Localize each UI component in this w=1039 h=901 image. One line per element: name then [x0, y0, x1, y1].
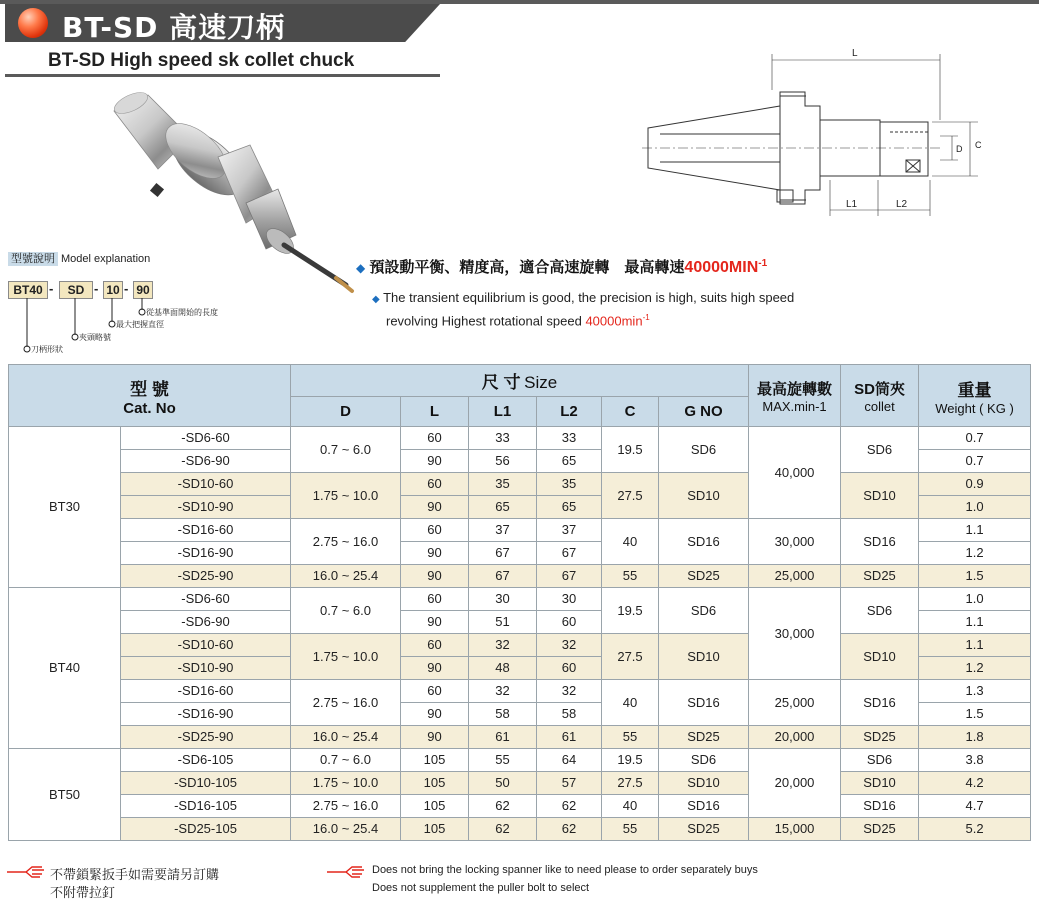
l-cell: 60 — [401, 519, 469, 542]
cat-cell: -SD16-60 — [121, 519, 291, 542]
gno-cell: SD25 — [659, 726, 749, 749]
annotation-collet-code: 夾頭略號 — [79, 333, 111, 342]
max-cell: 40,000 — [749, 427, 841, 519]
l-cell: 90 — [401, 657, 469, 680]
l2-cell: 60 — [537, 611, 602, 634]
weight-cell: 1.8 — [919, 726, 1031, 749]
max-cell: 20,000 — [749, 726, 841, 749]
c-cell: 40 — [602, 519, 659, 565]
gno-cell: SD6 — [659, 427, 749, 473]
c-cell: 55 — [602, 726, 659, 749]
header-col-l1: L1 — [469, 397, 537, 427]
l2-cell: 65 — [537, 450, 602, 473]
feature-zh-speed: 40000MIN — [684, 259, 759, 276]
l2-cell: 35 — [537, 473, 602, 496]
l1-cell: 65 — [469, 496, 537, 519]
header-ball-icon — [18, 8, 48, 38]
l2-cell: 32 — [537, 680, 602, 703]
l2-cell: 30 — [537, 588, 602, 611]
header-col-l2: L2 — [537, 397, 602, 427]
max-cell: 25,000 — [749, 680, 841, 726]
group-cell: BT40 — [9, 588, 121, 749]
footer-zh-line2: 不附帶拉釘 — [50, 885, 116, 900]
annotation-max-diameter: 最大把握直徑 — [116, 320, 164, 329]
group-cell: BT30 — [9, 427, 121, 588]
collet-cell: SD10 — [841, 473, 919, 519]
header-size — [291, 365, 749, 397]
technical-drawing — [640, 40, 1035, 230]
l2-cell: 64 — [537, 749, 602, 772]
l2-cell: 65 — [537, 496, 602, 519]
pointing-hand-icon — [326, 865, 366, 879]
l1-cell: 32 — [469, 680, 537, 703]
l1-cell: 56 — [469, 450, 537, 473]
cat-cell: -SD25-90 — [121, 565, 291, 588]
weight-cell: 1.1 — [919, 611, 1031, 634]
page-subtitle: BT-SD High speed sk collet chuck — [48, 50, 355, 71]
max-cell: 15,000 — [749, 818, 841, 841]
c-cell: 27.5 — [602, 772, 659, 795]
c-cell: 19.5 — [602, 427, 659, 473]
feature-en-line1 — [372, 290, 794, 305]
l-cell: 105 — [401, 818, 469, 841]
l-cell: 60 — [401, 680, 469, 703]
l-cell: 90 — [401, 726, 469, 749]
feature-en-sup: -1 — [642, 313, 650, 322]
gno-cell: SD10 — [659, 634, 749, 680]
l2-cell: 33 — [537, 427, 602, 450]
table-row — [9, 519, 1031, 542]
header-col-gno: G NO — [659, 397, 749, 427]
cat-cell: -SD16-90 — [121, 703, 291, 726]
collet-cell: SD6 — [841, 749, 919, 772]
spec-table — [8, 364, 1031, 841]
pointing-hand-icon — [6, 865, 46, 879]
cat-cell: -SD16-60 — [121, 680, 291, 703]
collet-cell: SD25 — [841, 726, 919, 749]
d-cell: 1.75 ~ 10.0 — [291, 473, 401, 519]
c-cell: 55 — [602, 565, 659, 588]
table-row — [9, 680, 1031, 703]
collet-cell: SD16 — [841, 519, 919, 565]
gno-cell: SD16 — [659, 795, 749, 818]
l1-cell: 61 — [469, 726, 537, 749]
l1-cell: 67 — [469, 542, 537, 565]
cat-cell: -SD25-90 — [121, 726, 291, 749]
header-size-zh: 尺 寸 — [481, 373, 521, 392]
table-row — [9, 795, 1031, 818]
l2-cell: 61 — [537, 726, 602, 749]
header-col-d: D — [291, 397, 401, 427]
c-cell: 27.5 — [602, 473, 659, 519]
weight-cell: 1.0 — [919, 496, 1031, 519]
annotation-length: 從基準面開始的長度 — [146, 308, 218, 317]
max-cell: 30,000 — [749, 588, 841, 680]
l-cell: 105 — [401, 749, 469, 772]
l-cell: 60 — [401, 427, 469, 450]
collet-cell: SD16 — [841, 680, 919, 726]
drawing-label-l1: L1 — [846, 199, 858, 210]
weight-cell: 1.1 — [919, 519, 1031, 542]
weight-cell: 1.1 — [919, 634, 1031, 657]
l2-cell: 67 — [537, 542, 602, 565]
feature-zh-sup: -1 — [758, 258, 768, 269]
cat-cell: -SD16-90 — [121, 542, 291, 565]
collet-cell: SD6 — [841, 588, 919, 634]
collet-cell: SD25 — [841, 565, 919, 588]
table-row — [9, 726, 1031, 749]
l1-cell: 35 — [469, 473, 537, 496]
table-row — [9, 427, 1031, 450]
weight-cell: 1.0 — [919, 588, 1031, 611]
weight-cell: 1.5 — [919, 703, 1031, 726]
drawing-label-d: D — [956, 144, 963, 154]
l1-cell: 30 — [469, 588, 537, 611]
d-cell: 2.75 ~ 16.0 — [291, 519, 401, 565]
model-explanation-en: Model explanation — [61, 253, 151, 265]
table-row — [9, 634, 1031, 657]
feature-en-text1: The transient equilibrium is good, the precision is high, suits high speed — [383, 290, 795, 305]
l1-cell: 55 — [469, 749, 537, 772]
drawing-label-l2: L2 — [896, 199, 908, 210]
header-cat-no — [9, 365, 291, 427]
gno-cell: SD10 — [659, 772, 749, 795]
feature-en-line2 — [386, 313, 650, 328]
c-cell: 19.5 — [602, 588, 659, 634]
gno-cell: SD25 — [659, 565, 749, 588]
feature-en-speed: 40000min — [585, 313, 643, 329]
feature-en-text2: revolving Highest rotational speed — [386, 313, 586, 329]
header-weight-en: Weight ( KG ) — [935, 400, 1014, 416]
d-cell: 16.0 ~ 25.4 — [291, 565, 401, 588]
weight-cell: 5.2 — [919, 818, 1031, 841]
gno-cell: SD6 — [659, 749, 749, 772]
l1-cell: 62 — [469, 795, 537, 818]
l2-cell: 60 — [537, 657, 602, 680]
l1-cell: 33 — [469, 427, 537, 450]
code-dash: - — [94, 281, 99, 296]
code-box-shank: BT40 — [8, 281, 48, 299]
collet-cell: SD10 — [841, 634, 919, 680]
l2-cell: 67 — [537, 565, 602, 588]
gno-cell: SD6 — [659, 588, 749, 634]
subtitle-underline — [5, 74, 440, 77]
l-cell: 105 — [401, 795, 469, 818]
feature-zh — [356, 256, 767, 277]
cat-cell: -SD10-60 — [121, 634, 291, 657]
l-cell: 90 — [401, 450, 469, 473]
gno-cell: SD16 — [659, 519, 749, 565]
group-cell: BT50 — [9, 749, 121, 841]
l-cell: 90 — [401, 611, 469, 634]
weight-cell: 0.7 — [919, 427, 1031, 450]
page-title: BT-SD 高速刀柄 — [62, 11, 286, 44]
cat-cell: -SD6-105 — [121, 749, 291, 772]
l1-cell: 32 — [469, 634, 537, 657]
header-collet-zh: SD筒夾 — [854, 380, 905, 398]
header-max-speed — [749, 365, 841, 427]
c-cell: 27.5 — [602, 634, 659, 680]
code-box-length: 90 — [133, 281, 153, 299]
cat-cell: -SD16-105 — [121, 795, 291, 818]
d-cell: 0.7 ~ 6.0 — [291, 588, 401, 634]
model-explanation-label — [8, 250, 150, 266]
header-size-en: Size — [524, 373, 558, 392]
l1-cell: 50 — [469, 772, 537, 795]
weight-cell: 4.7 — [919, 795, 1031, 818]
code-dash: - — [49, 281, 54, 296]
l2-cell: 57 — [537, 772, 602, 795]
l2-cell: 62 — [537, 795, 602, 818]
l2-cell: 58 — [537, 703, 602, 726]
c-cell: 40 — [602, 795, 659, 818]
l-cell: 90 — [401, 703, 469, 726]
l-cell: 90 — [401, 496, 469, 519]
weight-cell: 0.9 — [919, 473, 1031, 496]
weight-cell: 0.7 — [919, 450, 1031, 473]
l1-cell: 51 — [469, 611, 537, 634]
header-cat-zh: 型 號 — [130, 379, 169, 399]
cat-cell: -SD10-90 — [121, 657, 291, 680]
cat-cell: -SD10-60 — [121, 473, 291, 496]
l-cell: 90 — [401, 565, 469, 588]
feature-zh-text: 預設動平衡、精度高，適合高速旋轉 最高轉速 — [369, 259, 685, 276]
diamond-bullet-icon: ◆ — [372, 294, 380, 305]
table-row — [9, 588, 1031, 611]
header-collet-en: collet — [864, 398, 895, 414]
weight-cell: 3.8 — [919, 749, 1031, 772]
weight-cell: 4.2 — [919, 772, 1031, 795]
d-cell: 16.0 ~ 25.4 — [291, 726, 401, 749]
max-cell: 30,000 — [749, 519, 841, 565]
cat-cell: -SD10-90 — [121, 496, 291, 519]
weight-cell: 1.3 — [919, 680, 1031, 703]
d-cell: 16.0 ~ 25.4 — [291, 818, 401, 841]
collet-cell: SD6 — [841, 427, 919, 473]
header-max-zh: 最高旋轉數 — [757, 380, 833, 398]
footer-en-line1: Does not bring the locking spanner like to need please to order separately buys — [372, 864, 758, 876]
d-cell: 1.75 ~ 10.0 — [291, 772, 401, 795]
header-weight-zh: 重量 — [957, 380, 992, 400]
annotation-shank-shape: 刀柄形狀 — [31, 345, 63, 354]
l-cell: 60 — [401, 473, 469, 496]
l2-cell: 62 — [537, 818, 602, 841]
table-row — [9, 565, 1031, 588]
model-explanation-zh: 型號說明 — [8, 252, 58, 266]
header-weight — [919, 365, 1031, 427]
collet-cell: SD25 — [841, 818, 919, 841]
l1-cell: 67 — [469, 565, 537, 588]
header-top-bar — [0, 0, 1039, 4]
table-row — [9, 749, 1031, 772]
max-cell: 20,000 — [749, 749, 841, 818]
collet-cell: SD16 — [841, 795, 919, 818]
drawing-label-l: L — [852, 48, 858, 59]
code-box-collet: SD — [59, 281, 93, 299]
weight-cell: 1.5 — [919, 565, 1031, 588]
table-row — [9, 772, 1031, 795]
footer-en-line2: Does not supplement the puller bolt to select — [372, 882, 590, 894]
max-cell: 25,000 — [749, 565, 841, 588]
gno-cell: SD10 — [659, 473, 749, 519]
l1-cell: 62 — [469, 818, 537, 841]
c-cell: 40 — [602, 680, 659, 726]
l2-cell: 37 — [537, 519, 602, 542]
header-col-l: L — [401, 397, 469, 427]
l-cell: 105 — [401, 772, 469, 795]
l1-cell: 48 — [469, 657, 537, 680]
c-cell: 19.5 — [602, 749, 659, 772]
cat-cell: -SD25-105 — [121, 818, 291, 841]
l-cell: 90 — [401, 542, 469, 565]
code-dash: - — [124, 281, 129, 296]
gno-cell: SD16 — [659, 680, 749, 726]
l-cell: 60 — [401, 588, 469, 611]
l-cell: 60 — [401, 634, 469, 657]
table-row — [9, 818, 1031, 841]
gno-cell: SD25 — [659, 818, 749, 841]
header-col-c: C — [602, 397, 659, 427]
l1-cell: 37 — [469, 519, 537, 542]
header-cat-en: Cat. No — [123, 399, 176, 417]
d-cell: 0.7 ~ 6.0 — [291, 749, 401, 772]
c-cell: 55 — [602, 818, 659, 841]
header-collet — [841, 365, 919, 427]
d-cell: 1.75 ~ 10.0 — [291, 634, 401, 680]
l2-cell: 32 — [537, 634, 602, 657]
footer-zh-line1: 不帶鎖緊扳手如需要請另訂購 — [50, 867, 220, 882]
collet-cell: SD10 — [841, 772, 919, 795]
weight-cell: 1.2 — [919, 542, 1031, 565]
cat-cell: -SD6-60 — [121, 588, 291, 611]
table-row — [9, 473, 1031, 496]
d-cell: 2.75 ~ 16.0 — [291, 680, 401, 726]
d-cell: 0.7 ~ 6.0 — [291, 427, 401, 473]
cat-cell: -SD6-90 — [121, 611, 291, 634]
code-box-diameter: 10 — [103, 281, 123, 299]
weight-cell: 1.2 — [919, 657, 1031, 680]
l1-cell: 58 — [469, 703, 537, 726]
cat-cell: -SD10-105 — [121, 772, 291, 795]
drawing-label-c: C — [975, 140, 982, 150]
d-cell: 2.75 ~ 16.0 — [291, 795, 401, 818]
diamond-bullet-icon: ◆ — [356, 261, 366, 275]
cat-cell: -SD6-90 — [121, 450, 291, 473]
header-max-en: MAX.min-1 — [762, 398, 827, 414]
cat-cell: -SD6-60 — [121, 427, 291, 450]
